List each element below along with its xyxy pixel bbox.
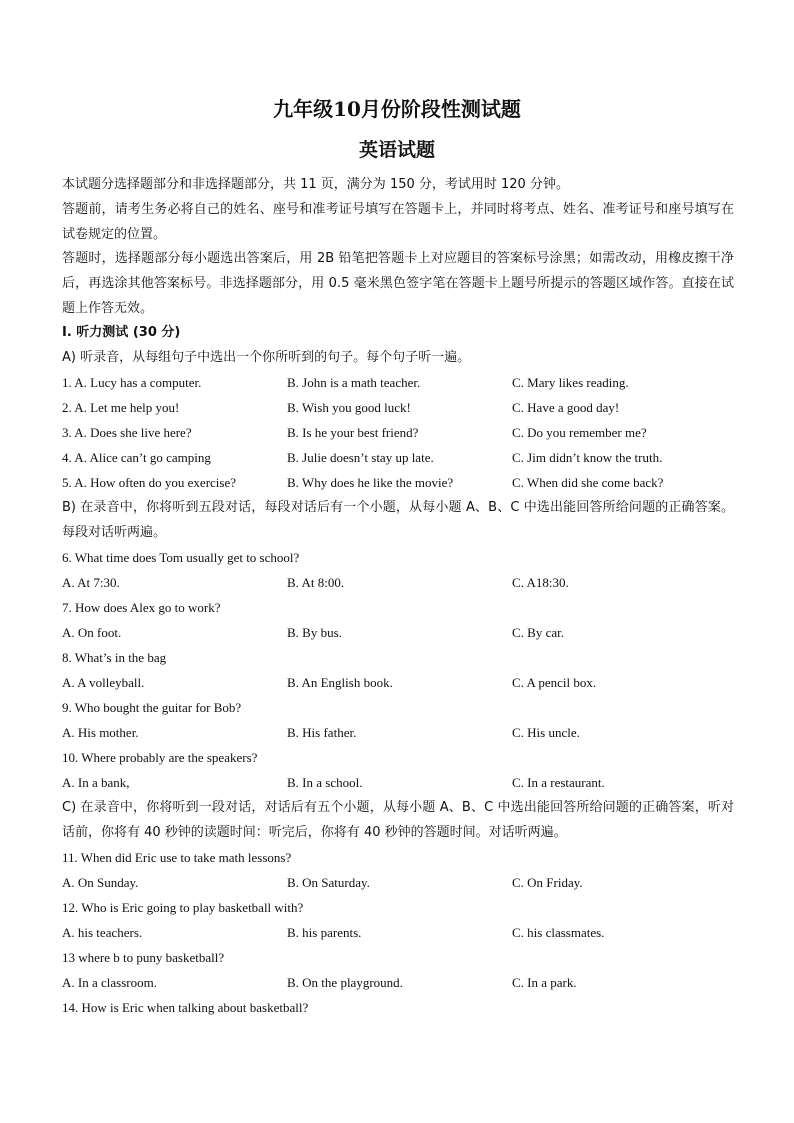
instruction-paragraph-3: 答题时，选择题部分每小题选出答案后，用 2B 铅笔把答题卡上对应题目的答案标号涂黑；如需改动，用橡皮擦干净后，再选涂其他答案标号。非选择题部分，用 0.5 毫米黑色签字笔在答题卡上题号所提示的答题区域作答。直接在试题上作答无效。 [62,251,734,316]
question-12-stem: 12. Who is Eric going to play basketball with? [62,900,304,915]
question-10-option-c: C. In a restaurant. [512,775,605,790]
question-6-option-c: C. A18:30. [512,575,569,590]
question-7-option-a: A. On foot. [62,625,122,640]
question-13-option-c: C. In a park. [512,975,577,990]
question-9-option-c: C. His uncle. [512,725,580,740]
question-7-option-c: C. By car. [512,625,564,640]
question-1-option-c: C. Mary likes reading. [512,375,629,390]
question-3-option-a: 3. A. Does she live here? [62,425,192,440]
question-3-option-b: B. Is he your best friend? [287,425,419,440]
question-5-option-a: 5. A. How often do you exercise? [62,475,237,490]
question-12-option-a: A. his teachers. [62,925,143,940]
question-10-option-b: B. In a school. [287,775,363,790]
question-2-option-c: C. Have a good day! [512,400,620,415]
part-a-instruction: A) 听录音，从每组句子中选出一个你所听到的句子。每个句子听一遍。 [62,350,471,365]
question-7-stem: 7. How does Alex go to work? [62,600,221,615]
question-11-option-c: C. On Friday. [512,875,583,890]
question-2-option-b: B. Wish you good luck! [287,400,411,415]
question-8-stem: 8. What’s in the bag [62,650,167,665]
question-1-option-b: B. John is a math teacher. [287,375,421,390]
question-10-option-a: A. In a bank, [62,775,130,790]
question-10-stem: 10. Where probably are the speakers? [62,750,258,765]
question-8-option-c: C. A pencil box. [512,675,597,690]
instruction-paragraph-2: 答题前，请考生务必将自己的姓名、座号和准考证号填写在答题卡上，并同时将考点、姓名、准考证号和座号填写在试卷规定的位置。 [62,202,734,242]
question-11-option-b: B. On Saturday. [287,875,370,890]
question-9-option-b: B. His father. [287,725,357,740]
question-4-option-c: C. Jim didn’t know the truth. [512,450,663,465]
question-13-option-b: B. On the playground. [287,975,403,990]
question-5-option-c: C. When did she come back? [512,475,664,490]
question-2-option-a: 2. A. Let me help you! [62,400,180,415]
question-11-option-a: A. On Sunday. [62,875,139,890]
question-3-option-c: C. Do you remember me? [512,425,647,440]
question-8-option-b: B. An English book. [287,675,393,690]
question-9-stem: 9. Who bought the guitar for Bob? [62,700,242,715]
question-6-option-a: A. At 7:30. [62,575,120,590]
question-7-option-b: B. By bus. [287,625,342,640]
question-14-stem: 14. How is Eric when talking about basketball? [62,1000,309,1015]
instruction-paragraph-1: 本试题分选择题部分和非选择题部分，共 11 页，满分为 150 分，考试用时 120 分钟。 [62,177,569,192]
page-subtitle: 英语试题 [358,139,435,161]
question-6-option-b: B. At 8:00. [287,575,345,590]
question-13-stem: 13 where b to puny basketball? [62,950,225,965]
section-heading-listening: I. 听力测试 (30 分) [62,325,181,340]
page-title: 九年级10月份阶段性测试题 [273,97,521,121]
question-5-option-b: B. Why does he like the movie? [287,475,454,490]
question-1-option-a: 1. A. Lucy has a computer. [62,375,202,390]
question-6-stem: 6. What time does Tom usually get to school? [62,550,300,565]
question-4-option-a: 4. A. Alice can’t go camping [62,450,211,465]
question-13-option-a: A. In a classroom. [62,975,157,990]
question-12-option-b: B. his parents. [287,925,362,940]
part-b-instruction: B) 在录音中，你将听到五段对话，每段对话后有一个小题，从每小题 A、B、C 中选出能回答所给问题的正确答案。每段对话听两遍。 [62,500,734,540]
question-11-stem: 11. When did Eric use to take math lessons? [62,850,292,865]
question-8-option-a: A. A volleyball. [62,675,145,690]
question-4-option-b: B. Julie doesn’t stay up late. [287,450,434,465]
question-9-option-a: A. His mother. [62,725,139,740]
part-c-instruction: C) 在录音中，你将听到一段对话，对话后有五个小题，从每小题 A、B、C 中选出能回答所给问题的正确答案，听对话前，你将有 40 秒钟的读题时间：听完后，你将有 40 秒钟的答题时间。对话听两遍。 [62,800,734,840]
question-12-option-c: C. his classmates. [512,925,605,940]
